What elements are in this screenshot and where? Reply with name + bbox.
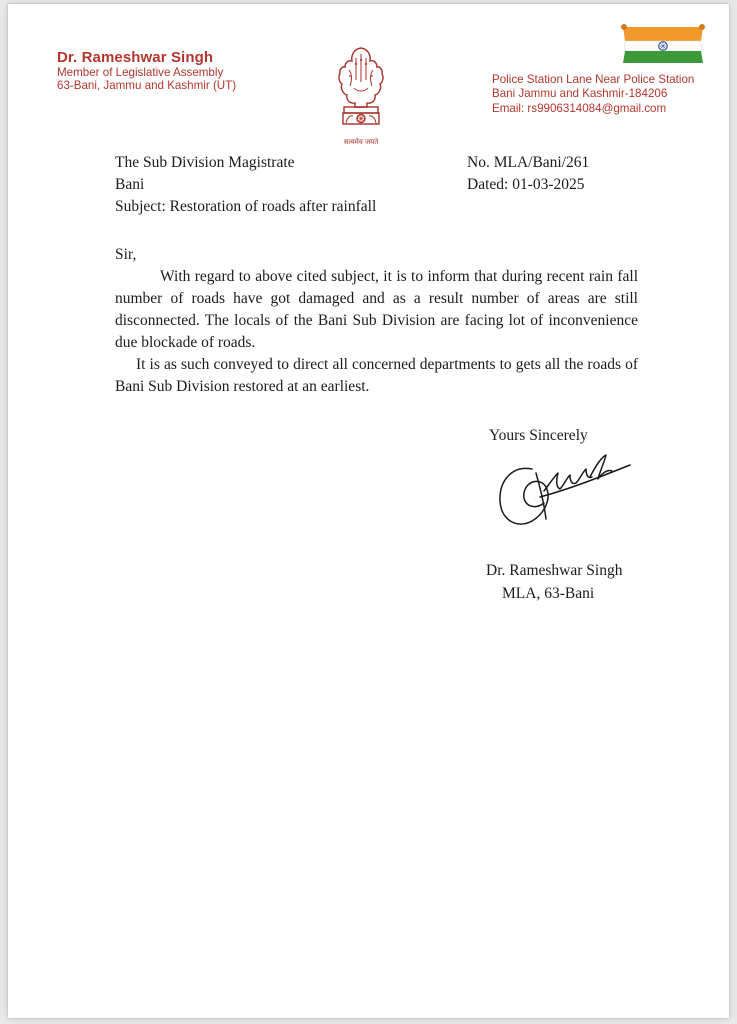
emblem-motto: सत्यमेव जयते [343, 138, 379, 146]
letter-date: Dated: 01-03-2025 [467, 176, 585, 193]
body-paragraph-1: With regard to above cited subject, it is to inform that during recent rain fall number of roads have got damaged and as a result number of areas are still disconnected. The locals of the Bani Sub Division are facing lot of inconvenience due blockade of roads. [115, 268, 638, 351]
signatory-name: Dr. Rameshwar Singh [486, 562, 623, 579]
body-paragraph-2: It is as such conveyed to direct all concerned departments to gets all the roads of Bani Sub Division restored at an earliest. [115, 356, 638, 395]
salutation: Sir, [115, 246, 137, 263]
letterhead-constituency: 63-Bani, Jammu and Kashmir (UT) [57, 79, 237, 93]
letterhead-address-line2: Bani Jammu and Kashmir-184206 [492, 87, 668, 101]
state-emblem-icon [330, 44, 392, 152]
reference-number: No. MLA/Bani/261 [467, 154, 590, 171]
reference-block [467, 152, 589, 196]
letterhead-right [492, 73, 694, 116]
indian-flag-icon [617, 20, 709, 66]
recipient-line2: Bani [115, 176, 145, 193]
letter-body [115, 266, 638, 398]
recipient-block [115, 152, 376, 218]
closing: Yours Sincerely [489, 427, 588, 444]
letterhead-designation: Member of Legislative Assembly [57, 66, 224, 79]
letterhead-left [57, 49, 236, 93]
letter-page [8, 4, 729, 1018]
letterhead-address-line1: Police Station Lane Near Police Station [492, 73, 695, 86]
signatory-title: MLA, 63-Bani [502, 585, 595, 602]
letterhead-email: Email: rs9906314084@gmail.com [492, 101, 667, 115]
signature-icon [494, 447, 636, 533]
recipient-line1: The Sub Division Magistrate [115, 154, 295, 171]
letterhead-name: Dr. Rameshwar Singh [57, 49, 214, 66]
subject-line: Subject: Restoration of roads after rainfall [115, 198, 377, 215]
